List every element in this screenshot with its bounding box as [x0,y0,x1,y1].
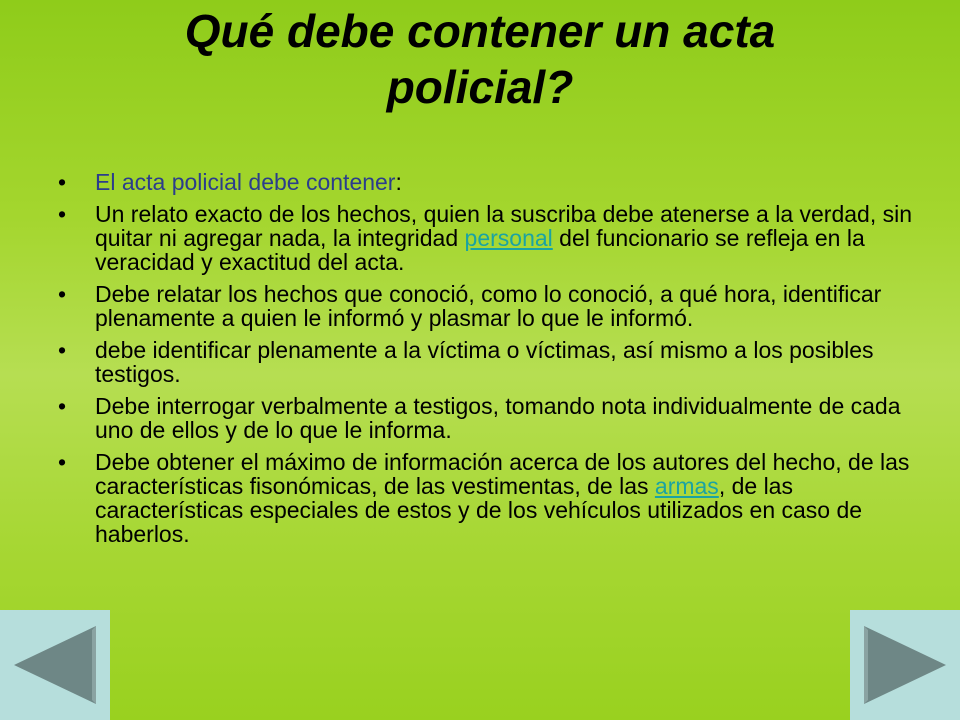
bullet-dot: • [58,169,67,195]
intro-text: El acta policial debe contener [95,169,396,195]
bullet-text: , de las características especiales de estos y de los vehículos utilizados en caso de haberlos. [95,473,863,547]
bullet-text: Un relato exacto de los hechos, quien la suscriba debe atenerse a la verdad, sin quitar ni agregar nada, la integridad [95,201,913,251]
bullet-item-relato [55,202,915,274]
bullet-dot: • [58,201,67,227]
bullet-item-intro [55,170,915,194]
slide-title [0,0,960,115]
bullet-text: debe identificar plenamente a la víctima o víctimas, así mismo a los posibles testigos. [95,337,874,387]
slide-title-line-2: policial? [386,61,574,113]
intro-colon: : [395,169,402,195]
bullet-dot: • [58,449,67,475]
bullet-text: Debe obtener el máximo de información acerca de los autores del hecho, de las características fisonómicas, de las vestimentas, de las [95,449,910,499]
right-arrow-icon [850,610,960,720]
bullet-item-interrogar [55,394,915,442]
left-arrow-icon [0,610,110,720]
bullet-item-informacion [55,450,915,546]
bullet-dot: • [58,393,67,419]
bullet-dot: • [58,281,67,307]
bullet-text: Debe relatar los hechos que conoció, como lo conoció, a qué hora, identificar plenamente a quien le informó y plasmar lo que le informó. [95,281,882,331]
bullet-item-relatar [55,282,915,330]
bullet-text: del funcionario se refleja en la veracidad y exactitud del acta. [95,225,865,275]
next-slide-button[interactable] [850,610,960,720]
previous-slide-button[interactable] [0,610,110,720]
content-bullet-list [55,170,915,554]
bullet-text: Debe interrogar verbalmente a testigos, tomando nota individualmente de cada uno de ellos y de lo que le informa. [95,393,901,443]
bullet-dot: • [58,337,67,363]
bullet-item-identificar [55,338,915,386]
link-armas[interactable]: armas [654,473,719,499]
slide-title-line-1: Qué debe contener un acta [184,5,776,57]
link-personal[interactable]: personal [464,225,553,251]
